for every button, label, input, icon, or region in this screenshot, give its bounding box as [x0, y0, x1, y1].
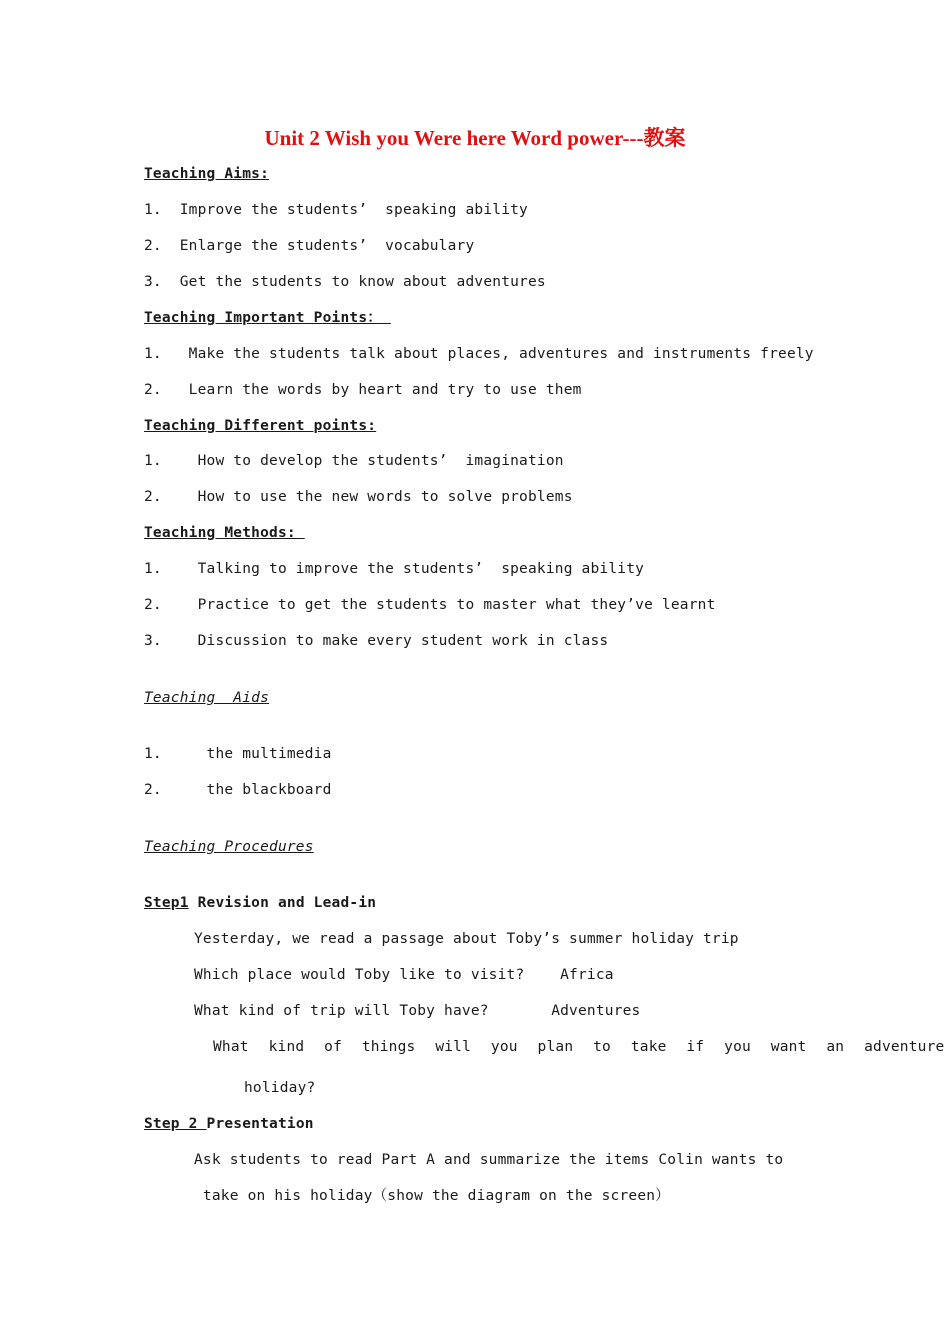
step1-number: Step1 [144, 895, 189, 911]
aids-heading: Teaching Aids [144, 690, 270, 706]
aids-item: 2. the blackboard [144, 782, 332, 798]
step1-heading [144, 893, 376, 913]
step1-title: Revision and Lead-in [188, 895, 377, 911]
step2-number: Step 2 [144, 1116, 207, 1132]
different-item: 1. How to develop the students’ imagination [144, 453, 564, 469]
important-item: 2. Learn the words by heart and try to use them [144, 382, 582, 398]
methods-item: 1. Talking to improve the students’ speaking ability [144, 561, 645, 577]
aims-item: 1. Improve the students’ speaking ability [144, 202, 528, 218]
step2-heading [144, 1114, 314, 1134]
different-item: 2. How to use the new words to solve problems [144, 489, 573, 505]
procedures-heading: Teaching Procedures [144, 839, 314, 855]
step1-line: Yesterday, we read a passage about Toby’s summer holiday trip [194, 931, 739, 947]
step1-line: holiday? [244, 1080, 316, 1096]
step2-line: take on his holiday（show the diagram on the screen） [194, 1188, 670, 1204]
aims-item: 3. Get the students to know about adventures [144, 274, 546, 290]
aids-item: 1. the multimedia [144, 746, 332, 762]
aims-heading: Teaching Aims: [144, 166, 270, 182]
important-item: 1. Make the students talk about places, adventures and instruments freely [144, 346, 814, 362]
aims-item: 2. Enlarge the students’ vocabulary [144, 238, 475, 254]
step2-line: Ask students to read Part A and summarize the items Colin wants to [194, 1152, 784, 1168]
step2-title: Presentation [206, 1116, 314, 1132]
methods-heading: Teaching Methods: [144, 525, 305, 541]
step1-line: What kind of trip will Toby have? Adventures [194, 1003, 641, 1019]
step1-line: Which place would Toby like to visit? Africa [194, 967, 614, 983]
important-heading: Teaching Important Points： [144, 310, 391, 326]
methods-item: 2. Practice to get the students to master what they’ve learnt [144, 597, 716, 613]
step1-line: What kind of things will you plan to take if you want an adventure [213, 1039, 945, 1055]
document-title: Unit 2 Wish you Were here Word power---教案 [264, 126, 686, 150]
methods-item: 3. Discussion to make every student work in class [144, 633, 609, 649]
different-heading: Teaching Different points: [144, 418, 377, 434]
